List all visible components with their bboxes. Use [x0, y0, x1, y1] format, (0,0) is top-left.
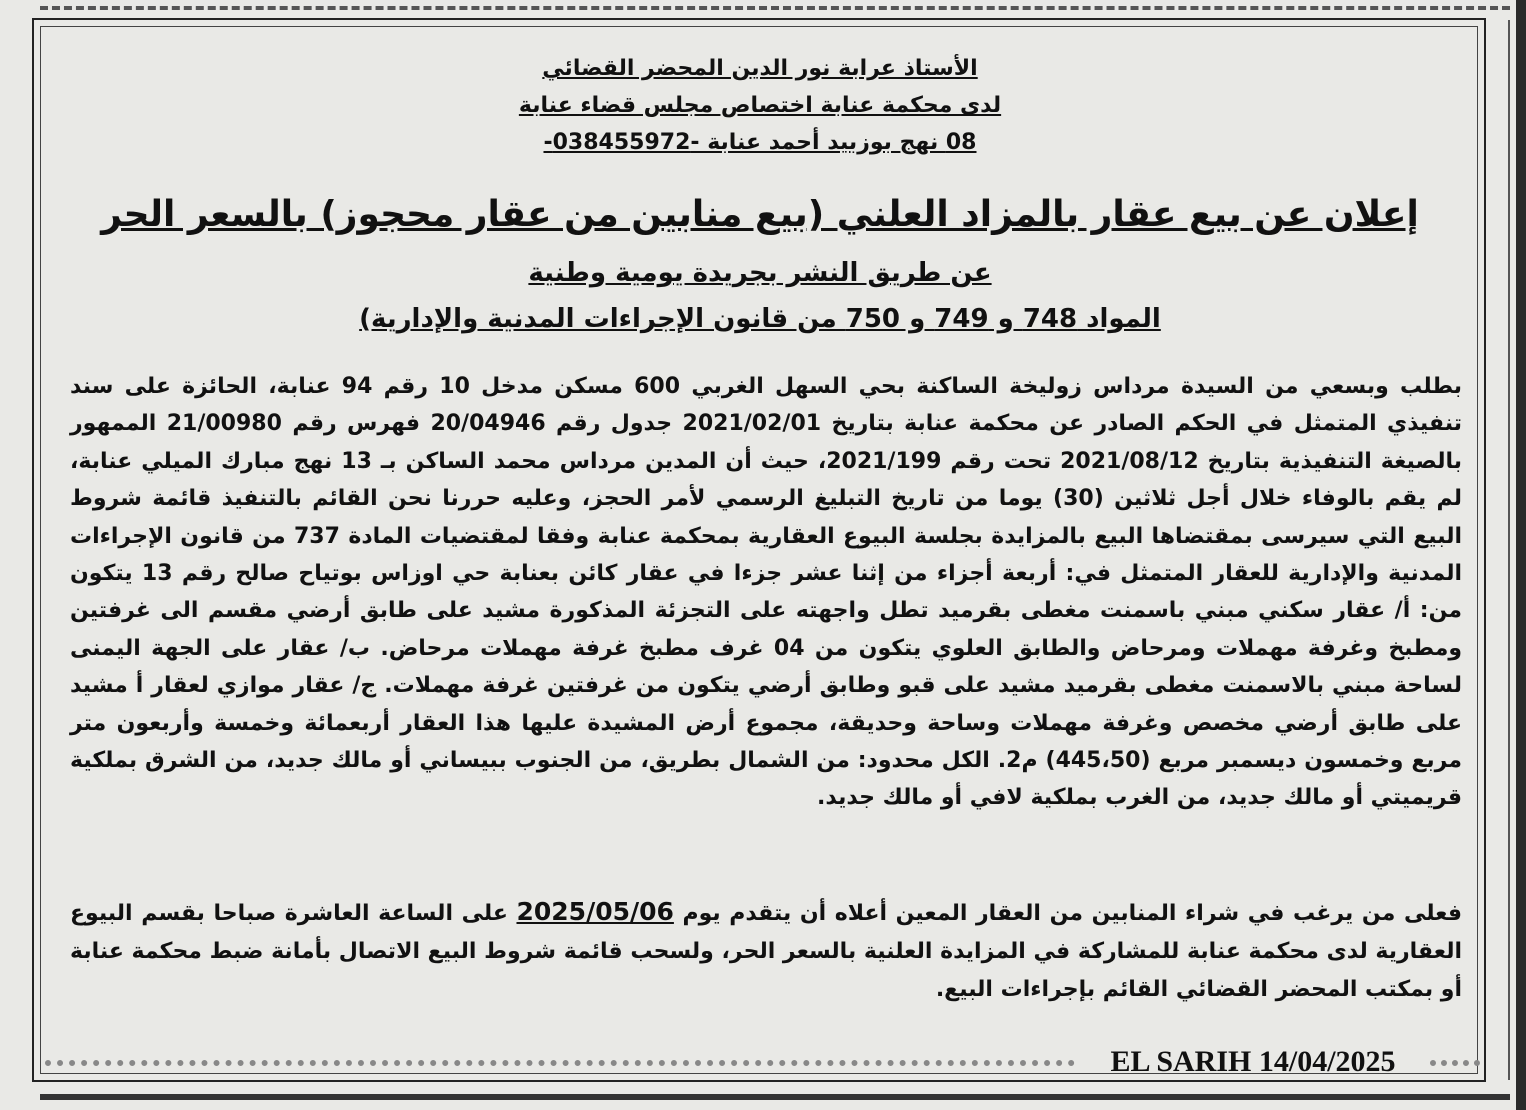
footer-dotted-rule: [45, 1060, 1075, 1066]
top-border: [40, 6, 1510, 10]
newspaper-footer: EL SARIH 14/04/2025: [1110, 1045, 1396, 1078]
notice-body: بطلب وبسعي من السيدة مرداس زوليخة الساكنة بحي السهل الغربي 600 مسكن مدخل 10 رقم 94 عنابة، الحائزة على سند تنفيذي المتمثل في الحكم الصادر عن محكمة عنابة بتاريخ 2021/02/01 جدول رقم 20/04946 فهرس رقم 21/00980 الممهور بالصيغة التنفيذية بتاريخ 2021/08/12 تحت رقم 2021/199، حيث أن المدين مرداس محمد الساكن بـ 13 نهج مبارك الميلي عنابة، لم يقم بالوفاء خلال أجل ثلاثين (30) يوما من تاريخ التبليغ الرسمي لأمر الحجز، وعليه حررنا نحن القائم بالتنفيذ قائمة شروط البيع التي سيرسى بمقتضاها البيع بالمزايدة بجلسة البيوع العقارية بمحكمة عنابة وفقا لمقتضيات المادة 737 من قانون الإجراءات المدنية والإدارية للعقار المتمثل في: أربعة أجزاء من إثنا عشر جزءا في عقار كائن بعنابة حي اوزاس بوتياح صالح رقم 13 يتكون من: أ/ عقار سكني مبني باسمنت مغطى بقرميد تطل واجهته على التجزئة المذكورة مشيد على طابق أرضي مقسم الى غرفتين ومطبخ وغرفة مهملات ومرحاض والطابق العلوي يتكون من 04 غرف مطبخ غرفة مهملات مرحاض. ب/ عقار على الجهة اليمنى لساحة مبني بالاسمنت مغطى بقرميد مشيد على قبو وطابق أرضي يتكون من غرفتين غرفة مهملات. ج/ عقار موازي لعقار أ مشيد على طابق أرضي مخصص وغرفة مهملات وساحة وحديقة، مجموع أرض المشيدة عليها هذا العقار أربعمائة وخمسة وأربعون متر مربع وخمسون ديسمبر مربع (445،50) م2. الكل محدود: من الشمال بطريق، من الجنوب ببيساني أو مالك جديد، من الشرق بملكية قريميتي أو مالك جديد، من الغرب بملكية لافي أو مالك جديد.: [70, 374, 1463, 811]
legal-articles: المواد 748 و 749 و 750 من قانون الإجراءات المدنية والإدارية): [359, 304, 1161, 334]
closing-intro: فعلى من يرغب في شراء المنابين من العقار المعين أعلاه أن يتقدم يوم: [673, 901, 1463, 926]
closing-details: على الساعة العاشرة صباحا بقسم البيوع العقارية لدى محكمة عنابة للمشاركة في المزايدة العلنية بالسعر الحر، ولسحب قائمة شروط البيع الاتصال بأمانة ضبط محكمة عنابة أو بمكتب المحضر القضائي القائم بإجراءات البيع.: [70, 901, 1462, 1002]
footer-dotted-rule-right: [1430, 1060, 1480, 1066]
court-jurisdiction: لدى محكمة عنابة اختصاص مجلس قضاء عنابة: [518, 93, 1002, 118]
page-edge: [1516, 0, 1526, 1110]
notice-closing: [70, 893, 1462, 1009]
notice-subtitle: [60, 250, 1460, 342]
notice-title: إعلان عن بيع عقار بالمزاد العلني (بيع منابين من عقار محجوز) بالسعر الحر: [101, 194, 1419, 235]
column-divider: [1508, 20, 1510, 1080]
bailiff-address: 08 نهج بوزبيد أحمد عنابة -038455972-: [543, 130, 977, 155]
bottom-border: [40, 1094, 1510, 1100]
bailiff-header: [60, 50, 1460, 161]
publication-method: عن طريق النشر بجريدة يومية وطنية: [528, 258, 992, 288]
bailiff-name: الأستاذ عرابة نور الدين المحضر القضائي: [542, 56, 978, 81]
auction-date: 2025/05/06: [516, 897, 674, 926]
